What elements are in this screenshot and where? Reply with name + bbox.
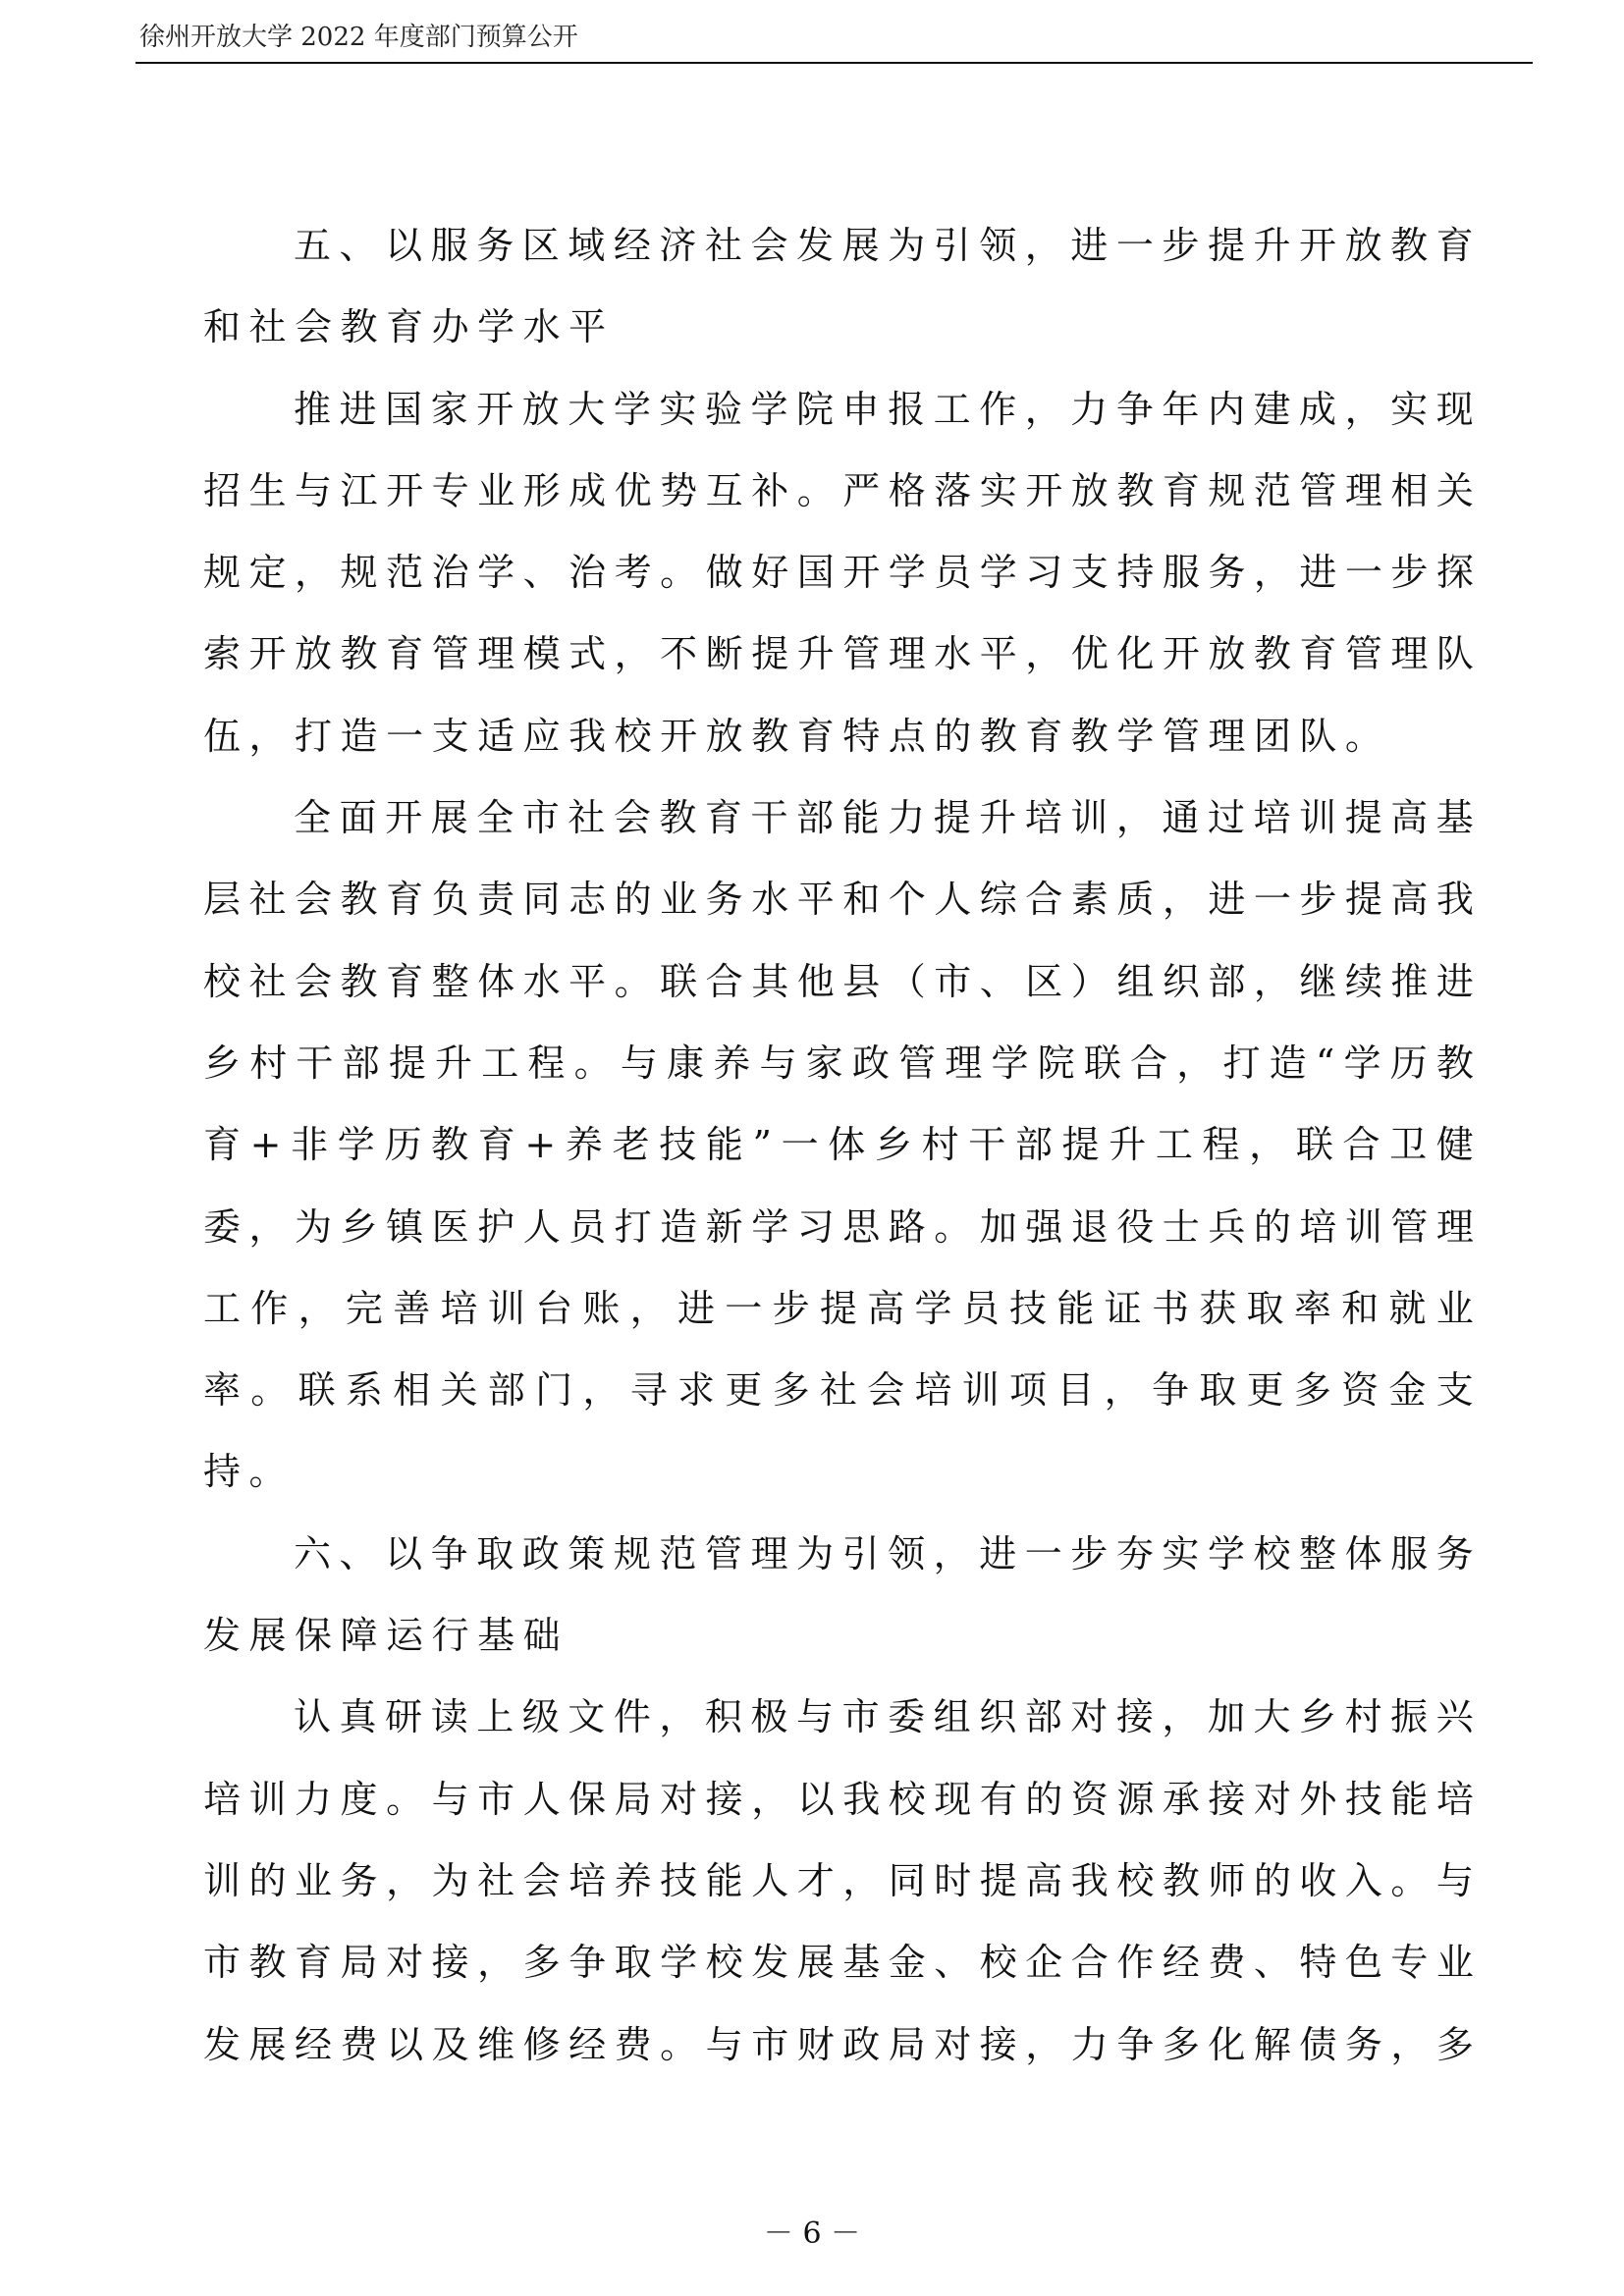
text-line: 持 。 [203,1450,287,1494]
text-line: 索 开 放 教 育 管 理 模 式 ， 不 断 提 升 管 理 水 平 ， 优 化 开 放 教 育 管 理 队 [203,632,1474,676]
running-header: 徐州开放大学 2022 年度部门预算公开 [139,23,578,52]
text-line: 伍 ， 打 造 一 支 适 应 我 校 开 放 教 育 特 点 的 教 育 教 学 管 理 团 队 。 [203,714,1382,758]
text-line: 训 的 业 务 ， 为 社 会 培 养 技 能 人 才 ， 同 时 提 高 我 校 教 师 的 收 入 。 与 [203,1858,1474,1902]
text-line: 五 、 以 服 务 区 域 经 济 社 会 发 展 为 引 领 ， 进 一 步 提 升 开 放 教 育 [294,224,1474,267]
text-line: 育 + 非 学 历 教 育 + 养 老 技 能 ” 一 体 乡 村 干 部 提 升 工 程 ， 联 合 卫 健 [203,1123,1474,1167]
header-divider [135,62,1533,64]
text-line: 发 展 保 障 运 行 基 础 [203,1614,561,1658]
text-line: 招 生 与 江 开 专 业 形 成 优 势 互 补 。 严 格 落 实 开 放 教 育 规 范 管 理 相 关 [203,468,1474,512]
text-line: 层 社 会 教 育 负 责 同 志 的 业 务 水 平 和 个 人 综 合 素 质 ， 进 一 步 提 高 我 [203,878,1474,922]
page-number: － 6 － [763,2216,861,2251]
text-line: 率 。 联 系 相 关 部 门 ， 寻 求 更 多 社 会 培 训 项 目 ， 争 取 更 多 资 金 支 [203,1368,1474,1413]
text-line: 工 作 ， 完 善 培 训 台 账 ， 进 一 步 提 高 学 员 技 能 证 书 获 取 率 和 就 业 [203,1286,1474,1330]
text-line: 市 教 育 局 对 接 ， 多 争 取 学 校 发 展 基 金 、 校 企 合 作 经 费 、 特 色 专 业 [203,1941,1474,1985]
text-line: 发 展 经 费 以 及 维 修 经 费 。 与 市 财 政 局 对 接 ， 力 争 多 化 解 债 务 ， 多 [203,2022,1474,2066]
text-line: 规 定 ， 规 范 治 学 、 治 考 。 做 好 国 开 学 员 学 习 支 持 服 务 ， 进 一 步 探 [203,551,1474,595]
text-line: 全 面 开 展 全 市 社 会 教 育 干 部 能 力 提 升 培 训 ， 通 过 培 训 提 高 基 [294,796,1474,840]
text-line: 六 、 以 争 取 政 策 规 范 管 理 为 引 领 ， 进 一 步 夯 实 学 校 整 体 服 务 [294,1531,1474,1575]
text-line: 委 ， 为 乡 镇 医 护 人 员 打 造 新 学 习 思 路 。 加 强 退 役 士 兵 的 培 训 管 理 [203,1204,1474,1249]
text-line: 乡 村 干 部 提 升 工 程 。 与 康 养 与 家 政 管 理 学 院 联 合 ， 打 造 “ 学 历 教 [203,1041,1474,1085]
text-line: 校 社 会 教 育 整 体 水 平 。 联 合 其 他 县 （ 市 、 区 ） 组 织 部 ， 继 续 推 进 [203,959,1474,1003]
text-line: 认 真 研 读 上 级 文 件 ， 积 极 与 市 委 组 织 部 对 接 ， 加 大 乡 村 振 兴 [294,1695,1474,1739]
text-line: 培 训 力 度 。 与 市 人 保 局 对 接 ， 以 我 校 现 有 的 资 源 承 接 对 外 技 能 培 [203,1777,1474,1821]
text-line: 推 进 国 家 开 放 大 学 实 验 学 院 申 报 工 作 ， 力 争 年 内 建 成 ， 实 现 [294,387,1474,431]
text-line: 和 社 会 教 育 办 学 水 平 [203,305,607,349]
body-text [203,222,1474,2103]
